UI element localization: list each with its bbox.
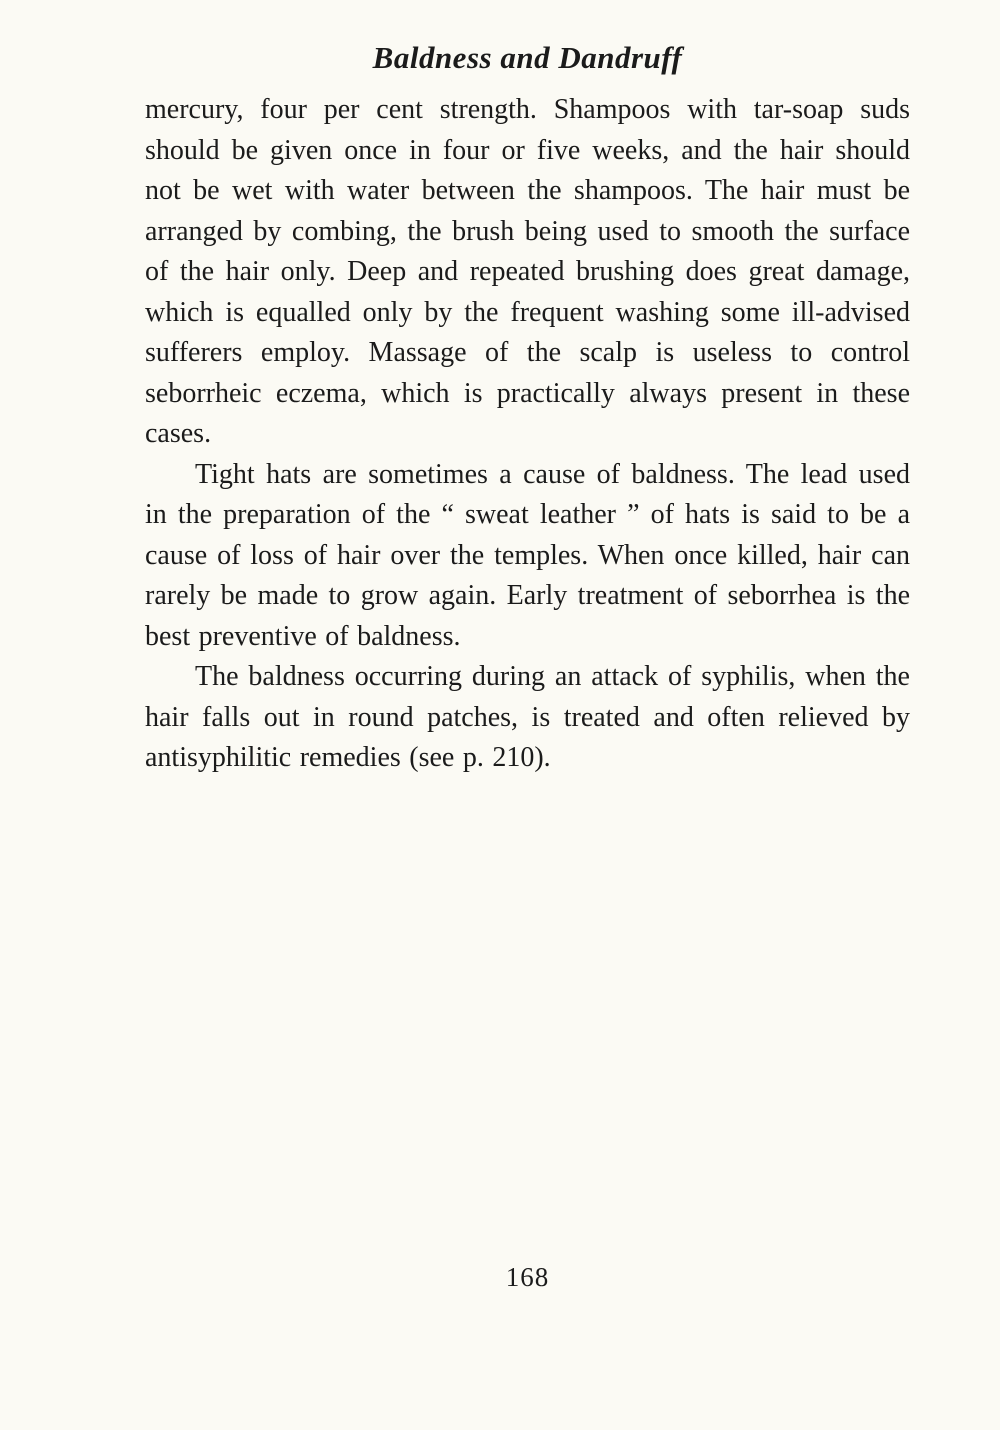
page-number: 168 xyxy=(505,1262,550,1292)
body-text-block xyxy=(145,90,910,779)
paragraph: The baldness occurring during an attack of syphilis, when the hair falls out in round patches, is treated and often relieved by antisyphilitic remedies (see p. 210). xyxy=(145,661,910,773)
paragraph-continuation: mercury, four per cent strength. Shampoos with tar-soap suds should be given once in four or five weeks, and the hair should not be wet with water between the shampoos. The hair must be arranged by combing, the brush being used to smooth the surface of the hair only. Deep and repeated brushing does great damage, which is equalled only by the frequent washing some ill-advised sufferers employ. Massage of the scalp is useless to control seborrheic eczema, which is practically always present in these cases. xyxy=(145,94,910,449)
running-header: Baldness and Dandruff xyxy=(372,40,683,75)
paragraph: Tight hats are sometimes a cause of baldness. The lead used in the preparation of the “ sweat leather ” of hats is said to be a cause of loss of hair over the temples. When once killed, hair can rarely be made to grow again. Early treatment of seborrhea is the best preventive of baldness. xyxy=(145,458,910,652)
